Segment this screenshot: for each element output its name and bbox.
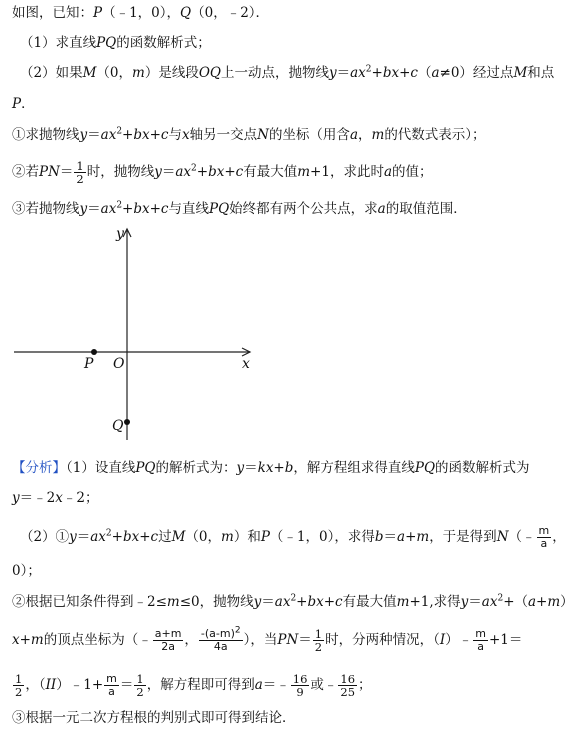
y-axis-label: y [116,226,124,242]
analysis-line-3: $(2)①y=ax^2+bx+c$过M（0，m）和P（﹣1，0），求得b＝a+m，于是得到N（﹣ $\frac{m}{a}$ ， [20,524,566,550]
fraction-m-over-a: $\frac{m}{a}$ [106,672,117,698]
origin-label: O [113,356,125,372]
fraction-m-over-a: $\frac{m}{a}$ [475,627,486,653]
point-p-label: P [84,356,94,372]
fraction-16-over-25: $\frac{16}{25}$ [340,672,356,699]
question-2: （2）如果M（0，m）是线段OQ上一动点，抛物线$y=ax^2+bx+c(a\ne 0)$经过点M和点 [20,64,555,81]
fraction-m-over-a: $\frac{m}{a}$ [538,524,550,550]
sub-question-2: ②若PN＝ $\frac{1}{2}$ 时，抛物线$y=ax^2+bx+c$有最大值m+1，求此时a的值； [12,159,433,186]
fraction-vertex-x: $\frac{a+m}{2a}$ [154,627,182,653]
fraction-16-over-9: $\frac{16}{9}$ [292,672,308,699]
point-p-marker [91,349,97,355]
coordinate-figure [0,222,270,444]
x-axis-label: x [242,356,250,372]
problem-intro-line: 如图，已知：P（﹣1，0），Q（0，﹣2）． [12,5,270,21]
analysis-line-6: x+m的顶点坐标为（﹣ $\frac{a+m}{2a}$ ， $\frac{-(a-m)^2}{4a}$ ），当PN＝ $\frac{1}{2}$ 时，分两种情况，（I）﹣ $\frac{m}{a}$ +1＝ [12,625,523,654]
point-q-label: Q [112,418,124,434]
question-2-continued: P． [12,96,35,112]
analysis-line-7: $\frac{1}{2}$ ，（II）﹣1+ $\frac{m}{a}$ ＝ $\frac{1}{2}$ ，解方程即可得到a＝﹣ $\frac{16}{9}$ 或﹣ $\frac{16}{25}$ ； [15,672,372,699]
fraction-one-half: $\frac{1}{2}$ [314,627,323,654]
sub-question-1: ①求抛物线$y=ax^2+bx+c$与x轴另一交点N的坐标（用含a，m的代数式表示）； [12,126,486,143]
question-1: （1）求直线PQ的函数解析式； [20,35,211,51]
fraction-vertex-y: $\frac{-(a-m)^2}{4a}$ [200,625,241,653]
sub-question-3: ③若抛物线$y=ax^2+bx+c$与直线PQ始终都有两个公共点，求a的取值范围． [12,200,467,217]
analysis-line-4: 0）； [12,563,41,579]
fraction-one-half: $\frac{1}{2}$ [15,672,23,699]
analysis-tag: 【分析】 [12,460,66,476]
fraction-one-half: $\frac{1}{2}$ [76,159,84,186]
analysis-line-5: ②根据已知条件得到﹣2≤m≤0，抛物线$y=ax^2+bx+c$有最大值m+1,求得$y=ax^2+(a+m)$ [12,593,574,610]
analysis-line-1: 【分析】（1）设直线PQ的解析式为：y＝kx+b，解方程组求得直线PQ的函数解析式为 [12,460,530,476]
fraction-one-half: $\frac{1}{2}$ [136,672,144,699]
point-q-marker [124,419,130,425]
analysis-line-8: ③根据一元二次方程根的判别式即可得到结论． [12,710,296,726]
analysis-line-2: y＝﹣2x﹣2； [12,490,99,506]
